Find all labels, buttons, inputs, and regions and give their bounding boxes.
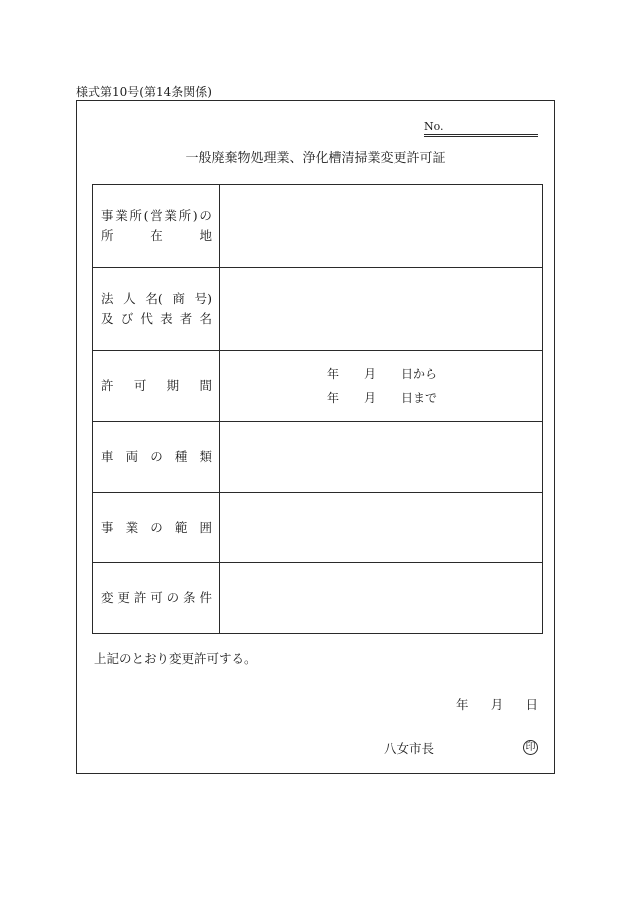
label-char: 業 (125, 519, 139, 535)
issuer-name: 八女市長 (384, 741, 435, 756)
row-period (93, 351, 543, 422)
label-char: 事 (101, 519, 114, 535)
row-vehicle (93, 422, 543, 493)
label-char: 可 (150, 590, 163, 605)
value-scope[interactable] (220, 493, 543, 563)
period-to-year: 年 (327, 391, 340, 405)
value-vehicle[interactable] (220, 422, 543, 493)
label-char: 名( (145, 291, 163, 306)
label-char: の (150, 519, 163, 535)
period-to (327, 386, 437, 410)
label-line (101, 226, 212, 246)
label-char: 両 (125, 449, 139, 464)
label-char: 営 (150, 208, 163, 223)
period-to-day: 日まで (400, 391, 437, 405)
label-char: 件 (199, 590, 212, 605)
label-conditions (93, 563, 220, 634)
label-char: 更 (117, 590, 130, 605)
period-from-year: 年 (327, 367, 340, 381)
value-conditions[interactable] (220, 563, 543, 634)
label-char: 及 (101, 311, 114, 326)
label-scope (93, 493, 220, 563)
label-char: 種 (174, 449, 188, 464)
value-office[interactable] (220, 185, 543, 268)
label-char: 類 (199, 449, 212, 464)
label-period (93, 351, 220, 422)
label-char: び (120, 311, 134, 326)
row-scope (93, 493, 543, 563)
label-char: 表 (160, 311, 173, 326)
label-char: 業 (115, 208, 128, 223)
label-char: 変 (101, 590, 114, 605)
label-char: 範 (174, 519, 188, 535)
label-line (101, 588, 212, 608)
label-char: の (199, 208, 212, 223)
permit-period (327, 362, 437, 410)
label-char: 車 (101, 449, 114, 464)
label-char: 業 (164, 208, 177, 223)
row-conditions (93, 563, 543, 634)
label-char: 号) (194, 291, 212, 306)
label-corporation (93, 268, 220, 351)
label-char: 囲 (199, 519, 212, 535)
issue-day: 日 (525, 697, 538, 712)
seal-icon: 印 (523, 740, 538, 755)
certificate-table (92, 184, 543, 634)
permit-statement: 上記のとおり変更許可する。 (94, 651, 257, 666)
period-to-month: 月 (363, 391, 376, 405)
period-from (327, 362, 437, 386)
label-char: 条 (183, 590, 196, 605)
label-char: の (150, 449, 163, 464)
value-corporation[interactable] (220, 268, 543, 351)
label-char: 所 (178, 208, 192, 223)
period-from-day: 日から (400, 367, 437, 381)
label-office (93, 185, 220, 268)
label-char: 所 (101, 228, 114, 243)
label-char: ( (143, 208, 149, 223)
label-line (101, 376, 212, 396)
label-char: の (166, 590, 180, 605)
label-line (101, 309, 212, 329)
label-line (101, 206, 212, 226)
label-char: 名 (199, 311, 212, 326)
label-line (101, 289, 212, 309)
label-char: 間 (199, 378, 212, 393)
label-vehicle (93, 422, 220, 493)
label-char: ) (192, 208, 198, 223)
issue-year: 年 (456, 697, 469, 712)
document-title: 一般廃棄物処理業、浄化槽清掃業変更許可証 (185, 151, 446, 166)
label-char: 商 (172, 291, 185, 306)
certificate-number: No. (424, 120, 538, 137)
issue-month: 月 (490, 697, 504, 712)
label-char: 期 (166, 378, 180, 393)
label-char: 者 (179, 311, 193, 326)
period-from-month: 月 (363, 367, 376, 381)
label-char: 法 (101, 291, 114, 306)
label-char: 地 (199, 228, 212, 243)
value-period[interactable] (220, 351, 543, 422)
label-char: 所 (129, 208, 142, 223)
label-char: 可 (133, 378, 147, 393)
label-char: 人 (123, 291, 136, 306)
issue-date (456, 697, 538, 712)
label-char: 在 (150, 228, 163, 243)
form-code: 様式第10号(第14条関係) (76, 85, 212, 99)
label-char: 許 (101, 378, 114, 393)
row-corporation (93, 268, 543, 351)
label-char: 代 (140, 311, 153, 326)
label-char: 事 (101, 208, 114, 223)
label-char: 許 (133, 590, 147, 605)
label-line (101, 518, 212, 538)
row-office (93, 185, 543, 268)
label-line (101, 447, 212, 467)
